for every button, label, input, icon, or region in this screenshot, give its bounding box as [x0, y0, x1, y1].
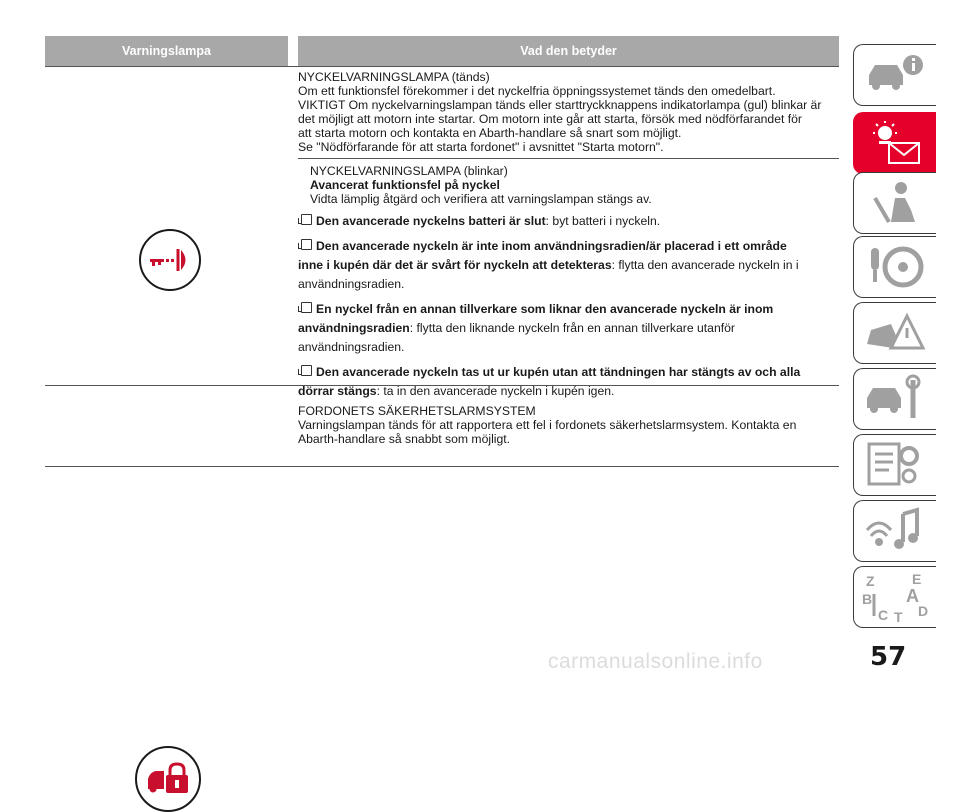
- block-title: NYCKELVARNINGSLAMPA (blinkar): [310, 164, 508, 178]
- text-line: NYCKELVARNINGSLAMPA (tänds): [298, 70, 490, 84]
- table-row: [45, 66, 839, 398]
- text-line: Varningslampan tänds för att rapportera ett fel i fordonets säkerhetslarmsystem. Kontakta en: [298, 418, 797, 432]
- text-line: Om ett funktionsfel förekommer i det nyckelfria öppningssystemet tänds den omedelbart.: [298, 84, 776, 98]
- block-title: FORDONETS SÄKERHETSLARMSYSTEM: [298, 404, 536, 418]
- svg-text:C: C: [878, 607, 889, 623]
- tab-maintenance[interactable]: [853, 368, 936, 430]
- key-lamp-on-block: [298, 67, 839, 156]
- key-lamp-blinking-block: [298, 158, 839, 401]
- svg-text:Z: Z: [866, 573, 875, 589]
- car-wrench-icon: [863, 374, 927, 424]
- header-lamp: Varningslampa: [45, 36, 288, 66]
- bullet-text: användningsradien.: [298, 340, 405, 354]
- multimedia-note-icon: [863, 506, 927, 556]
- watermark: carmanualsonline.info: [548, 650, 763, 673]
- text-line: det möjligt att motorn inte startar. Om motorn inte går att starta, försök med nödförfarandet för: [298, 112, 802, 126]
- text-line: VIKTIGT Om nyckelvarningslampan tänds eller starttryckknappens indikatorlampa (gul) blinkar är: [298, 98, 822, 112]
- tab-index[interactable]: [853, 566, 936, 628]
- tab-technical-data[interactable]: [853, 434, 936, 496]
- header-meaning: Vad den betyder: [298, 36, 839, 66]
- steering-wheel-key-icon: [863, 242, 927, 292]
- list-item: [298, 237, 839, 294]
- lamp-cell: [45, 386, 288, 466]
- bullet-bold-text: En nyckel från en annan tillverkare som liknar den avancerade nyckeln är inom: [316, 302, 774, 316]
- svg-text:A: A: [906, 586, 919, 606]
- svg-text:B: B: [862, 591, 873, 607]
- block-subtitle: Avancerat funktionsfel på nyckel: [310, 178, 500, 192]
- car-lock-lamp-icon: [135, 746, 201, 812]
- table-header: [45, 36, 839, 66]
- tab-warning-lights[interactable]: [853, 112, 936, 174]
- tab-car-info[interactable]: [853, 44, 936, 106]
- bullet-bold-text: Den avancerade nyckeln är inte inom användningsradien/är placerad i ett område: [316, 239, 787, 253]
- checkbox-bullet-icon: [301, 302, 312, 313]
- bullet-text: : byt batteri i nyckeln.: [545, 214, 661, 228]
- car-crash-warning-icon: [863, 308, 927, 358]
- list-item: [298, 300, 839, 357]
- checkbox-bullet-icon: [301, 239, 312, 250]
- tab-starting-driving[interactable]: [853, 236, 936, 298]
- document-gear-icon: [863, 440, 927, 490]
- security-alarm-block: [298, 386, 839, 448]
- bullet-text: användningsradien.: [298, 277, 405, 291]
- tab-safety[interactable]: [853, 172, 936, 234]
- table-row: [45, 385, 839, 467]
- svg-text:T: T: [894, 609, 903, 624]
- key-warning-lamp-icon: [139, 229, 201, 291]
- checkbox-bullet-icon: [301, 214, 312, 225]
- bullet-text: : flytta den liknande nyckeln från en annan tillverkare utanför: [409, 321, 735, 335]
- meaning-cell: [298, 386, 839, 466]
- bullet-bold-text: Den avancerade nyckeln tas ut ur kupén utan att tändningen har stängts av och alla: [316, 365, 801, 379]
- text-line: Abarth-handlare så snabbt som möjligt.: [298, 432, 511, 446]
- bullet-bold-text: Den avancerade nyckelns batteri är slut: [316, 214, 546, 228]
- svg-text:D: D: [918, 603, 929, 619]
- page-number: 57: [870, 642, 907, 672]
- bullet-bold-text: användningsradien: [298, 321, 410, 335]
- bullet-text: : flytta den avancerade nyckeln in i: [611, 258, 799, 272]
- alphabetical-index-icon: [860, 570, 930, 624]
- text-line: att starta motorn och kontakta en Abarth-handlare så snart som möjligt.: [298, 126, 682, 140]
- bullet-text: : ta in den avancerade nyckeln i kupén igen.: [376, 384, 615, 398]
- tab-emergency[interactable]: [853, 302, 936, 364]
- block-text: Vidta lämplig åtgärd och verifiera att varningslampan stängs av.: [310, 192, 652, 206]
- warning-table: [45, 36, 839, 467]
- car-info-icon: [863, 53, 927, 97]
- checkbox-bullet-icon: [301, 365, 312, 376]
- seat-airbag-icon: [865, 178, 925, 228]
- lamp-cell: [45, 67, 288, 385]
- tab-multimedia[interactable]: [853, 500, 936, 562]
- bullet-bold-text: dörrar stängs: [298, 384, 377, 398]
- meaning-cell: [298, 67, 839, 398]
- bullet-bold-text: inne i kupén där det är svårt för nyckeln att detekteras: [298, 258, 612, 272]
- svg-text:E: E: [912, 571, 922, 587]
- warning-light-envelope-icon: [863, 119, 927, 167]
- list-item: [298, 212, 839, 231]
- text-line: Se "Nödförfarande för att starta fordonet" i avsnittet "Starta motorn".: [298, 140, 664, 154]
